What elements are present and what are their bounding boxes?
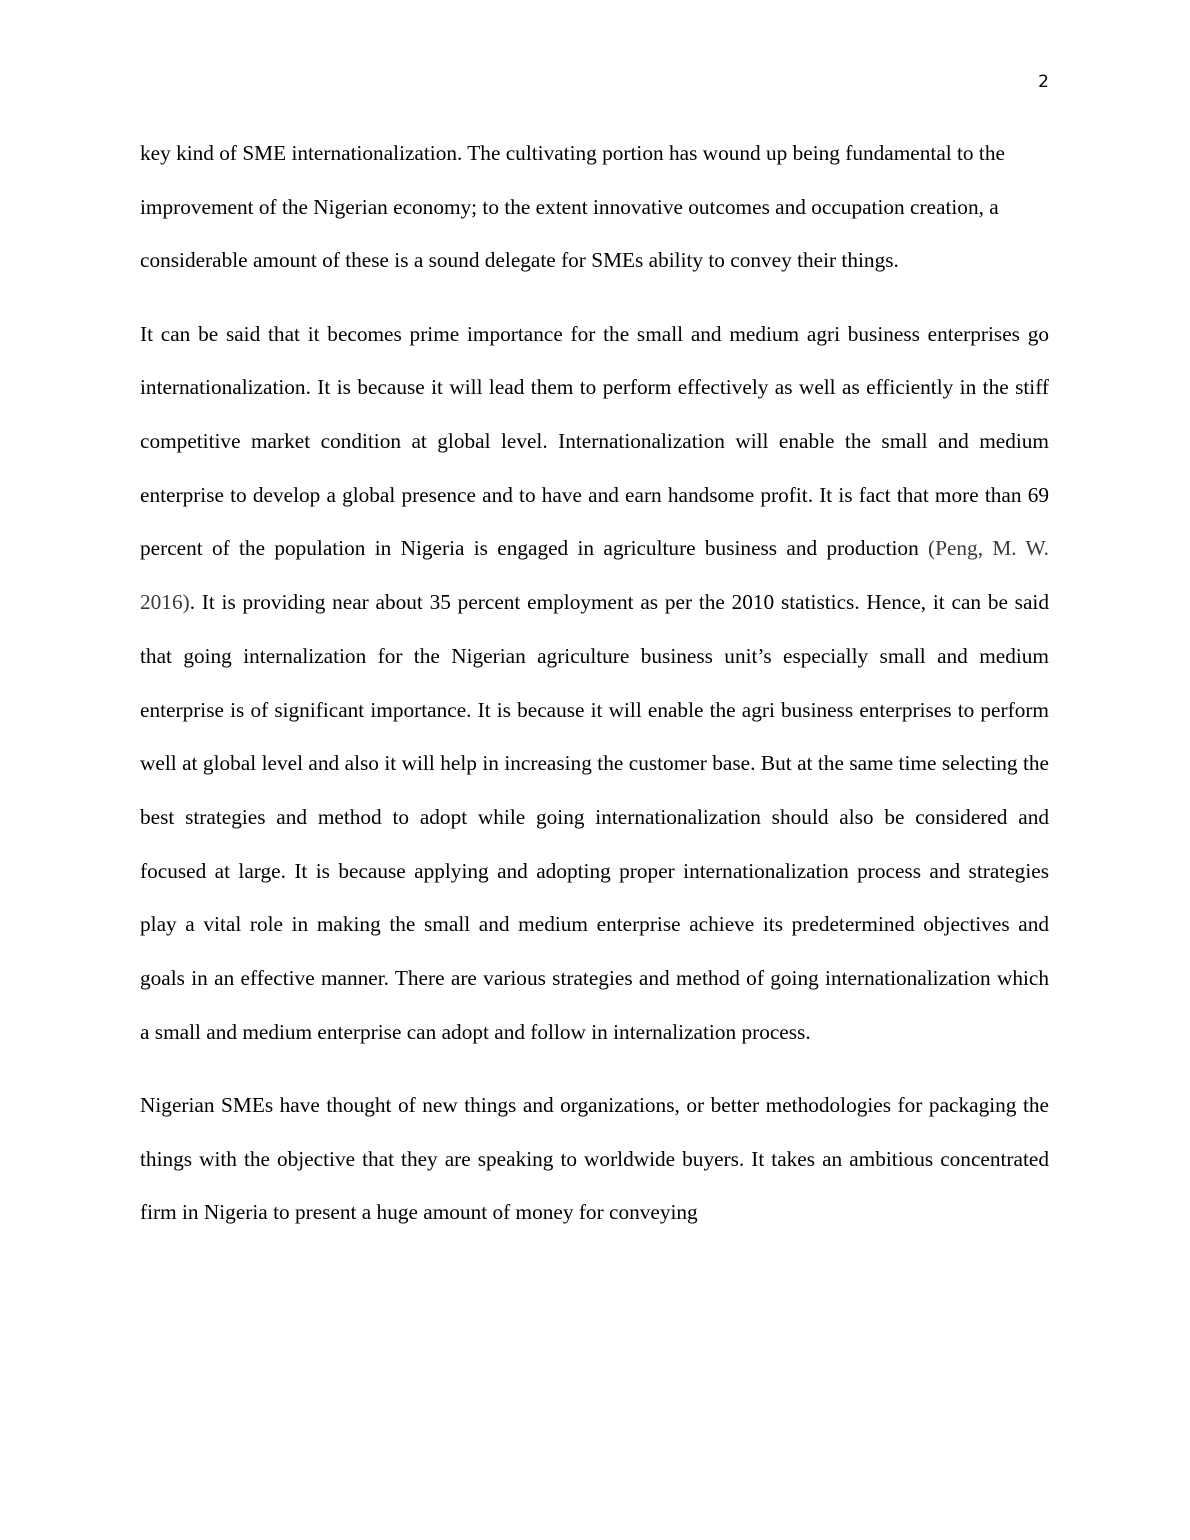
document-body — [140, 127, 1049, 1260]
paragraph-3: Nigerian SMEs have thought of new things and organizations, or better methodologies for packaging the things with the objective that they are speaking to worldwide buyers. It takes an ambitious concentrated firm in Nigeria to present a huge amount of money for conveying — [140, 1092, 1049, 1225]
paragraph-2-text-before-citation: It can be said that it becomes prime importance for the small and medium agri business enterprises go internationalization. It is because it will lead them to perform effectively as well as efficiently in the stiff competitive market condition at global level. Internationalization will enable the small and medium enterprise to develop a global presence and to have and earn handsome profit. It is fact that more than 69 percent of the population in Nigeria is engaged in agriculture business and production — [140, 321, 1049, 561]
paragraph-1: key kind of SME internationalization. The cultivating portion has wound up being fundamental to the improvement of the Nigerian economy; to the extent innovative outcomes and occupation creation, a considerable amount of these is a sound delegate for SMEs ability to convey their things. — [140, 141, 1005, 273]
page-number: 2 — [1038, 72, 1049, 92]
citation: (Peng, M. W. 2016) — [140, 536, 1049, 615]
paragraph-2-text-after-citation: . It is providing near about 35 percent employment as per the 2010 statistics. Hence, it can be said that going internalization for the Nigerian agriculture business unit’s especially small and medium enterprise is of significant importance. It is because it will enable the agri business enterprises to perform well at global level and also it will help in increasing the customer base. But at the same time selecting the best strategies and method to adopt while going internationalization should also be considered and focused at large. It is because applying and adopting proper internationalization process and strategies play a vital role in making the small and medium enterprise achieve its predetermined objectives and goals in an effective manner. There are various strategies and method of going internationalization which a small and medium enterprise can adopt and follow in internalization process. — [140, 590, 1049, 1044]
paragraph-2 — [140, 308, 1049, 1060]
